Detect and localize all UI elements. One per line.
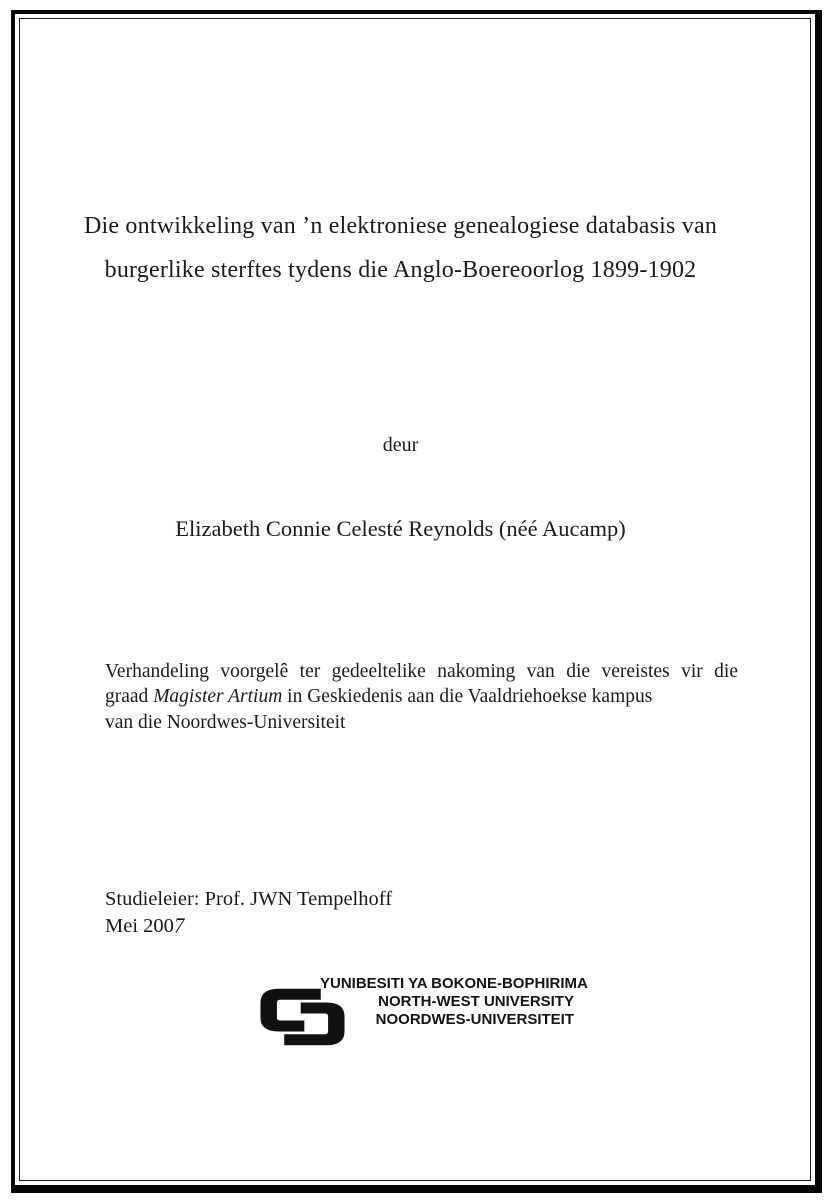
degree-statement-line2-prefix: graad [105,686,154,708]
degree-statement-line3: van die Noordwes-Universiteit [105,711,346,733]
degree-statement-line2 [105,684,738,709]
date-prefix: Mei 200 [105,914,174,937]
degree-statement-line2-suffix: in Geskiedenis aan die Vaaldriehoekse kampus [282,686,653,708]
degree-name: Magister Artium [153,686,283,708]
university-name-setswana: YUNIBESITI YA BOKONE-BOPHIRIMA [320,975,588,992]
date-last-digit: 7 [171,913,187,938]
university-logo-text [320,975,588,1029]
degree-statement-line1: Verhandeling voorgelê ter gedeeltelike nakoming van die vereistes vir die [105,661,738,682]
thesis-title-line1: Die ontwikkeling van ’n elektroniese genealogiese databasis van [83,213,718,239]
author-name: Elizabeth Connie Celesté Reynolds (néé Aucamp) [175,516,626,541]
degree-statement [105,659,738,735]
supervisor-line: Studieleier: Prof. JWN Tempelhoff [105,888,393,910]
university-logo [255,974,588,1054]
university-name-afrikaans: NOORDWES-UNIVERSITEIT [375,1011,574,1028]
date-line [105,913,392,940]
university-name-english: NORTH-WEST UNIVERSITY [378,993,574,1010]
thesis-title [60,204,741,292]
byline-preposition: deur [382,434,419,456]
thesis-title-line2: burgerlike sterftes tydens die Anglo-Boereoorlog 1899-1902 [104,257,697,283]
supervisor-block [105,886,392,939]
